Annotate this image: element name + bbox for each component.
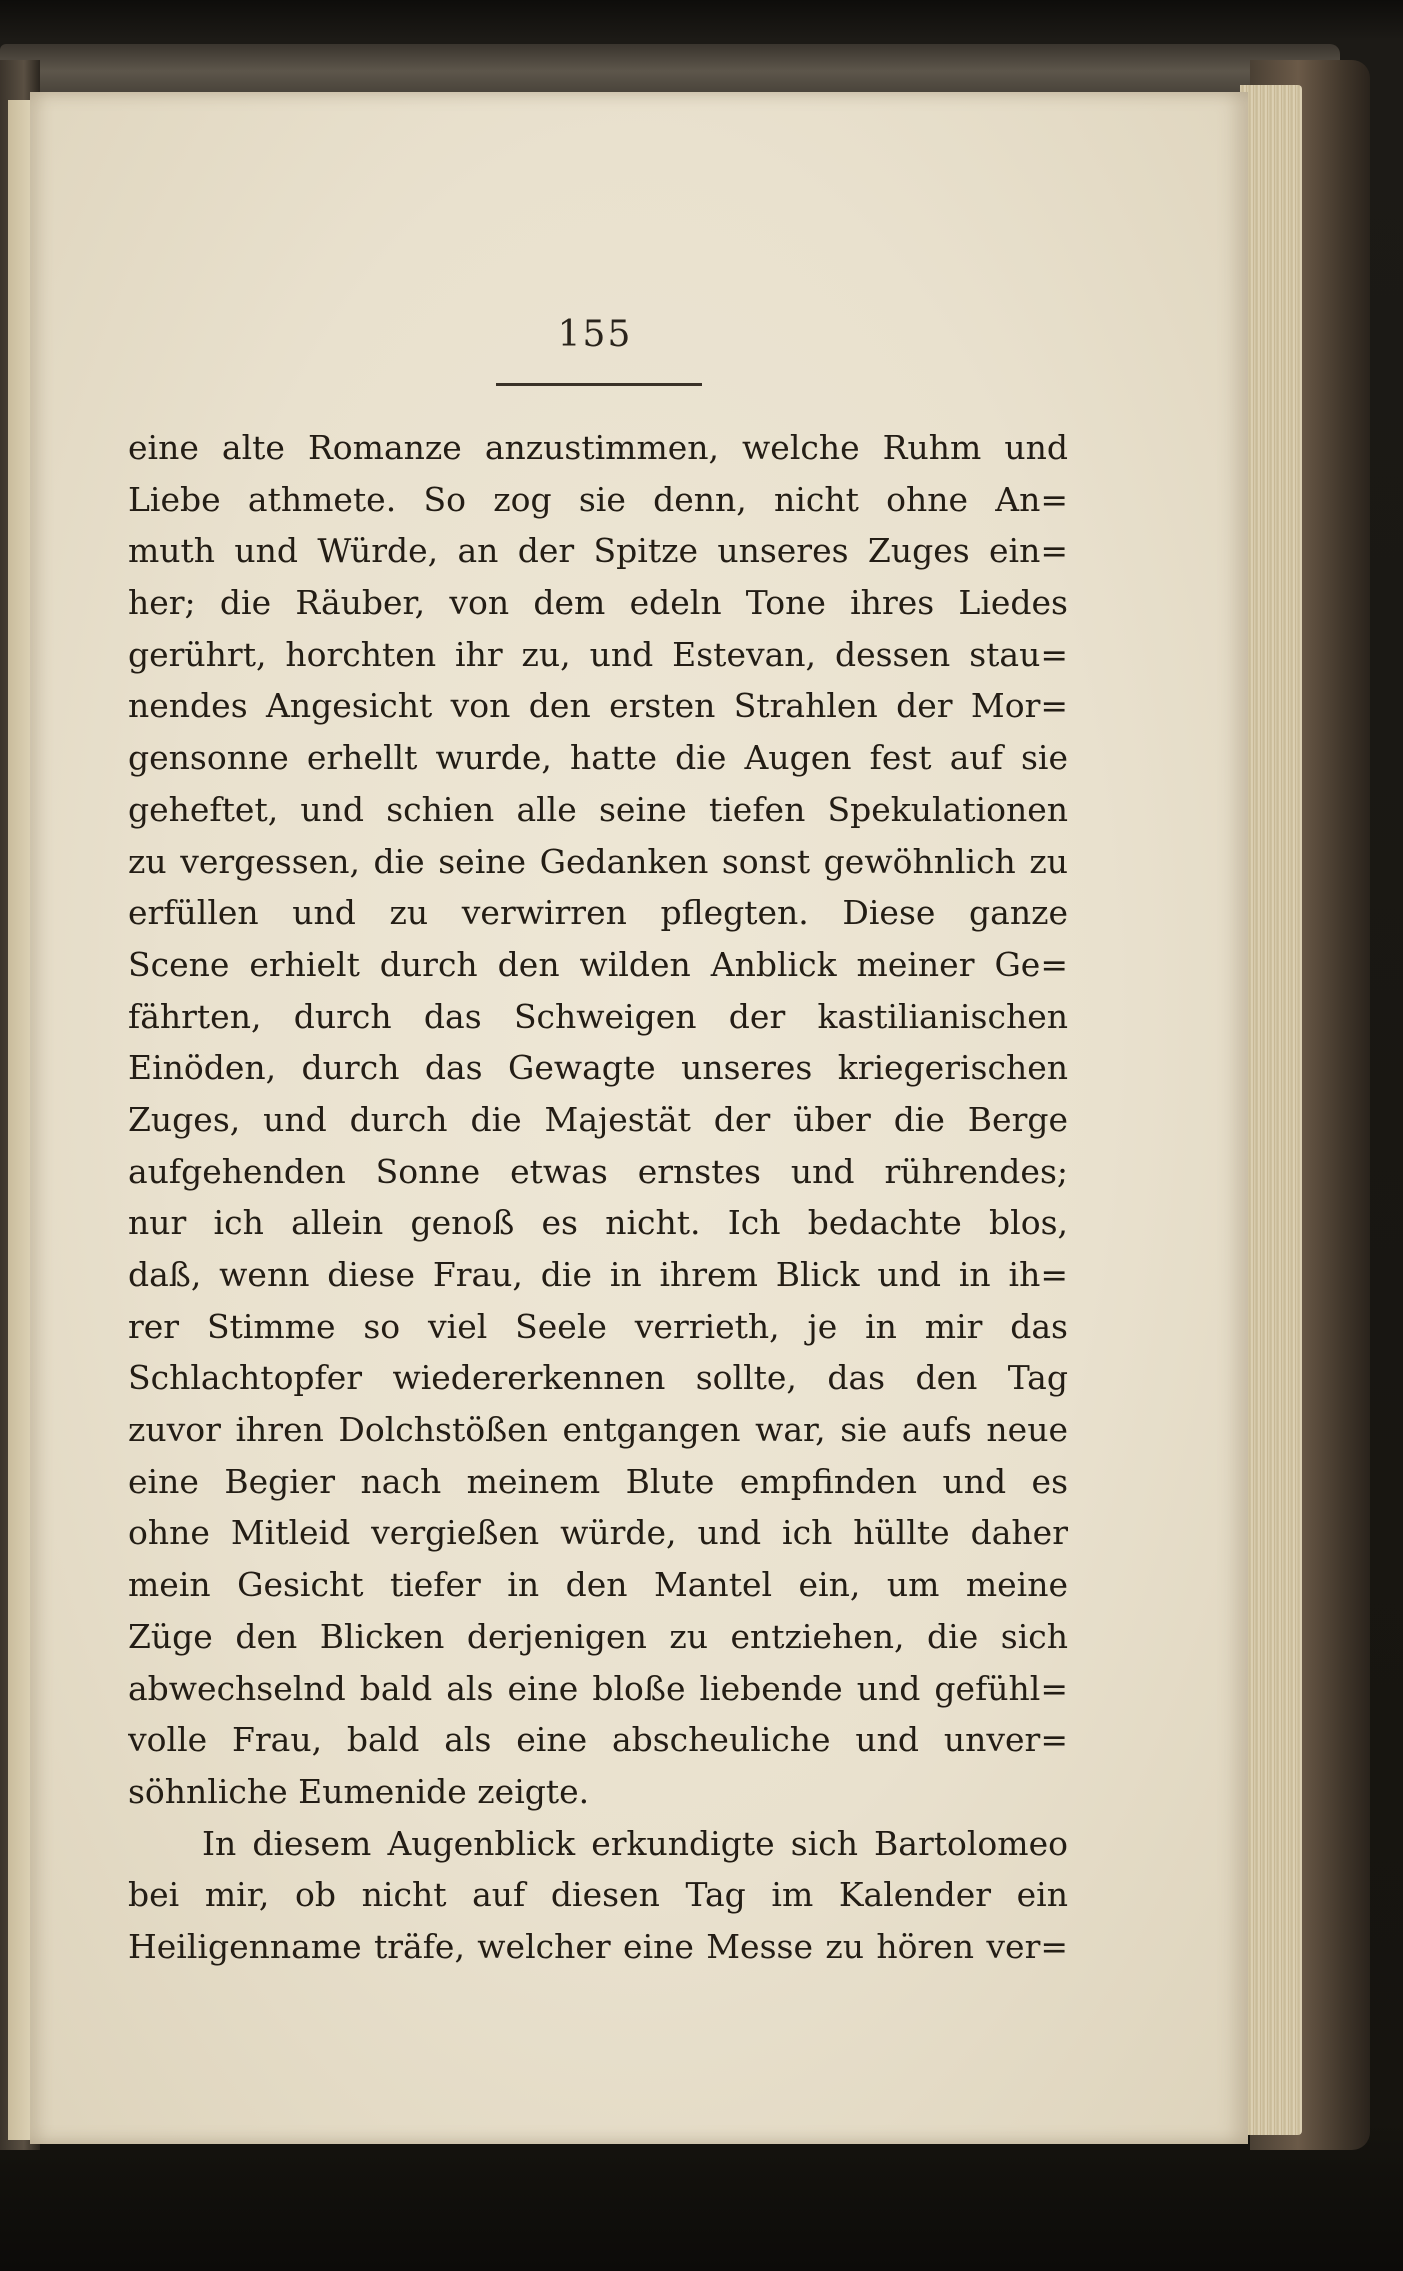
text-line: gerührt, horchten ihr zu, und Estevan, dessen stau= <box>128 634 1068 674</box>
text-line: Liebe athmete. So zog sie denn, nicht ohne An= <box>128 479 1068 519</box>
page-number: 155 <box>557 314 633 355</box>
text-line: geheftet, und schien alle seine tiefen Spekulationen <box>128 789 1068 829</box>
text-line: Einöden, durch das Gewagte unseres kriegerischen <box>128 1048 1068 1088</box>
text-line: zu vergessen, die seine Gedanken sonst gewöhnlich zu <box>128 841 1068 881</box>
text-line: nendes Angesicht von den ersten Strahlen der Mor= <box>128 686 1068 726</box>
text-line: Scene erhielt durch den wilden Anblick meiner Ge= <box>128 944 1068 984</box>
text-line: Züge den Blicken derjenigen zu entziehen, die sich <box>128 1616 1068 1656</box>
text-line: rer Stimme so viel Seele verrieth, je in mir das <box>128 1306 1068 1346</box>
text-line: fährten, durch das Schweigen der kastilianischen <box>128 996 1068 1036</box>
text-line: aufgehenden Sonne etwas ernstes und rührendes; <box>128 1151 1068 1191</box>
text-line: abwechselnd bald als eine bloße liebende und gefühl= <box>128 1668 1068 1708</box>
book-page <box>30 92 1248 2144</box>
text-line: gensonne erhellt wurde, hatte die Augen fest auf sie <box>128 738 1068 778</box>
text-line: erfüllen und zu verwirren pflegten. Diese ganze <box>128 893 1068 933</box>
text-line: ohne Mitleid vergießen würde, und ich hüllte daher <box>128 1513 1068 1553</box>
text-line: Zuges, und durch die Majestät der über die Berge <box>128 1099 1068 1139</box>
text-line: eine Begier nach meinem Blute empfinden und es <box>128 1461 1068 1501</box>
text-line: daß, wenn diese Frau, die in ihrem Blick und in ih= <box>128 1255 1068 1294</box>
text-line: zuvor ihren Dolchstößen entgangen war, sie aufs neue <box>128 1410 1068 1450</box>
facing-page-sliver <box>8 100 32 2140</box>
text-line: eine alte Romanze anzustimmen, welche Ruhm und <box>128 428 1068 467</box>
page-block-edges <box>1240 85 1302 2135</box>
header-rule <box>496 383 702 386</box>
text-line: nur ich allein genoß es nicht. Ich bedachte blos, <box>128 1203 1068 1243</box>
body-text <box>128 422 1068 1973</box>
text-line: mein Gesicht tiefer in den Mantel ein, um meine <box>128 1565 1068 1605</box>
text-line: Heiligenname träfe, welcher eine Messe zu hören ver= <box>128 1926 1068 1966</box>
text-line: söhnliche Eumenide zeigte. <box>128 1771 590 1811</box>
text-line: bei mir, ob nicht auf diesen Tag im Kalender ein <box>128 1875 1068 1915</box>
text-line: In diesem Augenblick erkundigte sich Bartolomeo <box>202 1823 1068 1863</box>
text-line: her; die Räuber, von dem edeln Tone ihres Liedes <box>128 583 1068 623</box>
text-line: volle Frau, bald als eine abscheuliche und unver= <box>128 1720 1068 1760</box>
text-line: muth und Würde, an der Spitze unseres Zuges ein= <box>128 531 1068 571</box>
text-line: Schlachtopfer wiedererkennen sollte, das den Tag <box>128 1358 1068 1398</box>
